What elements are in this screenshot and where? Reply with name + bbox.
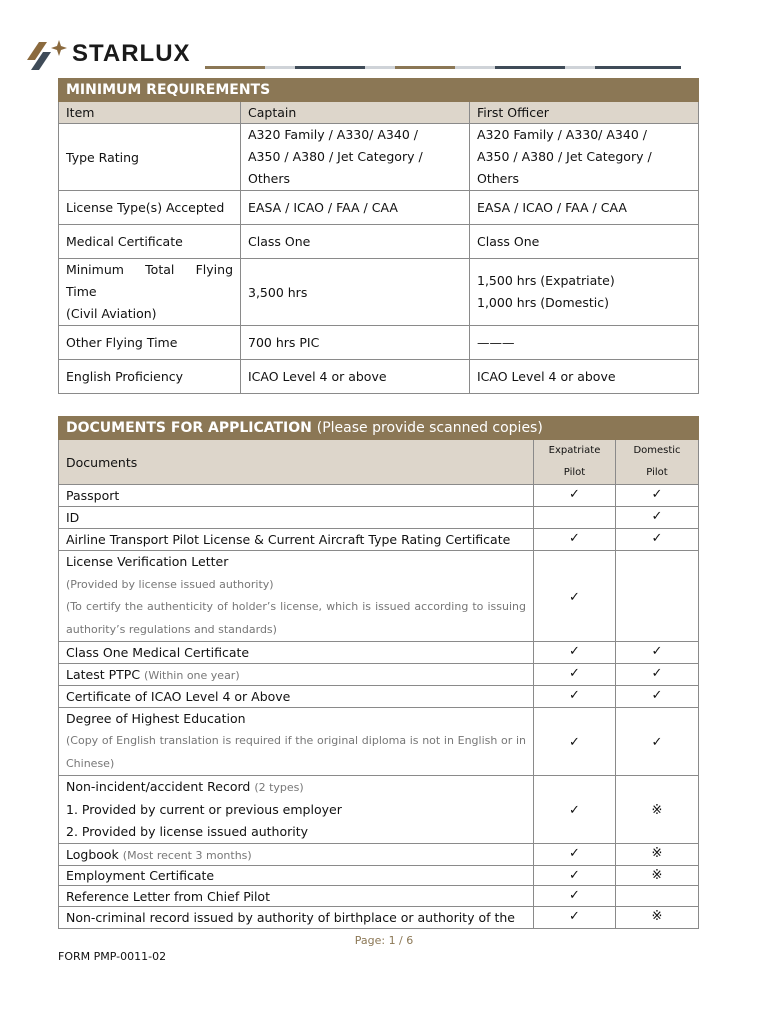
captain-type-rating: A320 Family / A330/ A340 / A350 / A380 / Jet Category / Others (241, 124, 470, 191)
page-number: Page: 1 / 6 (354, 934, 414, 947)
check-icon: ✓ (534, 642, 616, 664)
check-icon: ✓ (534, 485, 616, 507)
fo-flying-time: 1,500 hrs (Expatriate) 1,000 hrs (Domestic) (470, 259, 699, 326)
doc-name: Non-criminal record issued by authority of birthplace or authority of the (59, 907, 534, 929)
table-row (59, 326, 699, 360)
table-row (59, 259, 699, 326)
table-row (59, 886, 699, 907)
check-icon: ✓ (534, 907, 616, 929)
check-icon: ✓ (534, 708, 616, 776)
check-icon: ✓ (534, 866, 616, 886)
table-row (59, 907, 699, 929)
header-documents: Documents (59, 440, 534, 485)
check-icon (534, 507, 616, 529)
table-row (59, 776, 699, 844)
table-row (59, 225, 699, 259)
row-label-type-rating: Type Rating (59, 124, 241, 191)
requirements-table (58, 78, 699, 394)
doc-name: Non-incident/accident Record (2 types) 1. Provided by current or previous employer 2. Provided by license issued authority (59, 776, 534, 844)
check-icon: ✓ (534, 664, 616, 686)
table-row (59, 124, 699, 191)
table-row (59, 360, 699, 394)
check-icon (616, 886, 699, 907)
check-icon: ✓ (616, 708, 699, 776)
reference-mark-icon: ※ (616, 907, 699, 929)
doc-name: Class One Medical Certificate (59, 642, 534, 664)
reference-mark-icon: ※ (616, 776, 699, 844)
row-label-flying-time: Minimum Total Flying Time (Civil Aviation) (59, 259, 241, 326)
captain-flying-time: 3,500 hrs (241, 259, 470, 326)
table-row (59, 642, 699, 664)
check-icon: ✓ (616, 686, 699, 708)
reference-mark-icon: ※ (616, 844, 699, 866)
doc-name: Certificate of ICAO Level 4 or Above (59, 686, 534, 708)
fo-english: ICAO Level 4 or above (470, 360, 699, 394)
captain-english: ICAO Level 4 or above (241, 360, 470, 394)
doc-name: Latest PTPC (Within one year) (59, 664, 534, 686)
fo-other-flying: ——— (470, 326, 699, 360)
check-icon: ✓ (616, 664, 699, 686)
fo-type-rating: A320 Family / A330/ A340 / A350 / A380 / Jet Category / Others (470, 124, 699, 191)
header-domestic: Domestic Pilot (616, 440, 699, 485)
table-row (59, 485, 699, 507)
header-first-officer: First Officer (470, 102, 699, 124)
doc-name: ID (59, 507, 534, 529)
check-icon: ✓ (534, 886, 616, 907)
check-icon: ✓ (616, 529, 699, 551)
documents-table (58, 416, 699, 929)
check-icon: ✓ (534, 686, 616, 708)
table-row (59, 686, 699, 708)
doc-name: Reference Letter from Chief Pilot (59, 886, 534, 907)
table-row (59, 664, 699, 686)
table-row (59, 529, 699, 551)
header-captain: Captain (241, 102, 470, 124)
doc-name: Degree of Highest Education (Copy of English translation is required if the original diploma is not in English or in Chinese) (59, 708, 534, 776)
table-row (59, 866, 699, 886)
row-label-other-flying: Other Flying Time (59, 326, 241, 360)
doc-name: Employment Certificate (59, 866, 534, 886)
check-icon: ✓ (616, 507, 699, 529)
doc-name: Logbook (Most recent 3 months) (59, 844, 534, 866)
fo-license: EASA / ICAO / FAA / CAA (470, 191, 699, 225)
check-icon: ✓ (616, 642, 699, 664)
row-label-license: License Type(s) Accepted (59, 191, 241, 225)
brand-name: STARLUX (72, 40, 191, 67)
check-icon: ✓ (534, 844, 616, 866)
fo-medical: Class One (470, 225, 699, 259)
captain-other-flying: 700 hrs PIC (241, 326, 470, 360)
table-row (59, 708, 699, 776)
header-decorative-line (205, 66, 681, 69)
doc-name: License Verification Letter (Provided by license issued authority) (To certify the authenticity of holder’s license, which is issued according to issuing authority’s regulations and standards) (59, 551, 534, 642)
check-icon: ✓ (534, 551, 616, 642)
check-icon (616, 551, 699, 642)
documents-title: DOCUMENTS FOR APPLICATION (Please provide scanned copies) (59, 417, 699, 440)
header-item: Item (59, 102, 241, 124)
table-row (59, 551, 699, 642)
header-expatriate: Expatriate Pilot (534, 440, 616, 485)
captain-license: EASA / ICAO / FAA / CAA (241, 191, 470, 225)
requirements-title: MINIMUM REQUIREMENTS (59, 79, 699, 102)
table-row (59, 191, 699, 225)
doc-name: Passport (59, 485, 534, 507)
check-icon: ✓ (534, 529, 616, 551)
table-row (59, 507, 699, 529)
check-icon: ✓ (534, 776, 616, 844)
check-icon: ✓ (616, 485, 699, 507)
captain-medical: Class One (241, 225, 470, 259)
reference-mark-icon: ※ (616, 866, 699, 886)
table-row (59, 844, 699, 866)
form-id: FORM PMP-0011-02 (58, 950, 167, 963)
row-label-medical: Medical Certificate (59, 225, 241, 259)
row-label-english: English Proficiency (59, 360, 241, 394)
doc-name: Airline Transport Pilot License & Current Aircraft Type Rating Certificate (59, 529, 534, 551)
